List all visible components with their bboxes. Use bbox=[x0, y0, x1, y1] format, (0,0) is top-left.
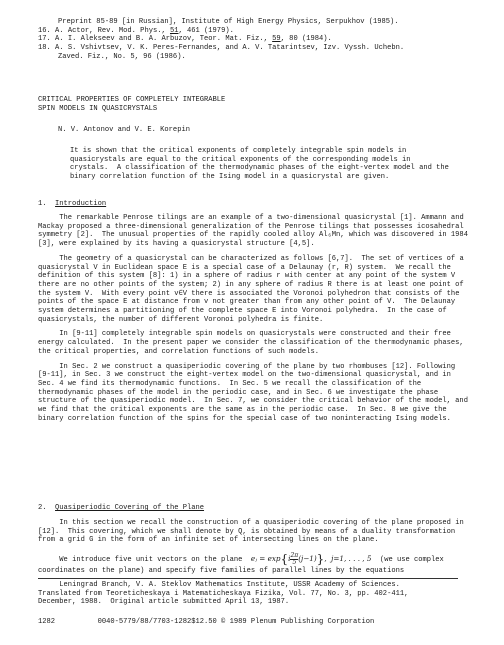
reference-18: 18. A. S. Vshivtsev, V. K. Peres-Fernandes, and A. V. Tatarintsev, Izv. Vyssh. Uchebn. bbox=[38, 44, 405, 53]
section-1-heading: 1. Introduction bbox=[38, 200, 107, 208]
footnote: Leningrad Branch, V. A. Steklov Mathematics Institute, USSR Academy of Sciences. Translated from Teoreticheskaya i Matematicheskaya Fizika, Vol. 77, No. 3, pp. 402-411, December, 1988. Original article submitted April 13, 1987. bbox=[38, 578, 458, 607]
reference-list bbox=[38, 18, 468, 62]
section-2-heading: 2. Quasiperiodic Covering of the Plane bbox=[38, 504, 205, 512]
paragraph: In [9-11] completely integrable spin models on quasicrystals were constructed and their free energy calculated. In the present paper we consider the classification of the thermodynamic phases, the critical properties, and correlation functions of such models. bbox=[38, 330, 468, 356]
reference-continuation: Preprint 85-89 [in Russian], Institute of High Energy Physics, Serpukhov (1985). bbox=[58, 18, 399, 26]
paragraph: In Sec. 2 we construct a quasiperiodic covering of the plane by two rhombuses [12]. Following [9-11], in Sec. 3 we construct the eight-vertex model on the two-dimensional quasicrystal, and in Sec. 4 we find its thermodynamic functions. In Sec. 5 we recall the classification of the thermodynamic phases of the model in the periodic case, and in Sec. 6 we investigate the phase structure of the quasiperiodic model. In Sec. 7, we consider the critical behavior of the model, and we find that the critical exponents are the same as in the periodic case. In Sec. 8 we give the binary correlation function of the spins for the special case of two noninteracting Ising models. bbox=[38, 362, 473, 423]
section-1-body bbox=[38, 214, 473, 423]
article-abstract: It is shown that the critical exponents of completely integrable spin models in quasicrystals are equal to the critical exponents of the corresponding models in crystals. A classification of the thermodynamic phases of the eight-vertex model and the binary correlation function of the Ising model in a quasicrystal are given. bbox=[70, 147, 454, 182]
page-footer bbox=[38, 618, 468, 627]
unit-vector-equation: eⱼ = exp{i $\frac{2\pi}{5}$ (j−1)}, j=1, . . . , 5 bbox=[250, 551, 372, 567]
paragraph: The geometry of a quasicrystal can be characterized as follows [6,7]. The set of vertices of a quasicrystal V in Euclidean space E is a special case of a Delaunay (r, R) system. We recall the definition of this system [8]: 1) in a sphere of radius r with center at any point of the system V there are no other points of the system; 2) in any sphere of radius R there is at least one point of the system V. With every point v∈V there is associated the Voronoi polyhedron that consists of the points of the space E at distance from v not greater than from any other point of V. The Delaunay system determines a partitioning of the complete space E into Voronoi polyhedra. In the case of quasicrystals, the number of different Voronoi polyhedra is finite. bbox=[38, 254, 468, 324]
copyright-code: 0040-5779/88/7703-1282$12.50 © 1989 Plenum Publishing Corporation bbox=[97, 618, 375, 626]
paragraph: coordinates on the plane) and specify five families of parallel lines by the equations bbox=[38, 567, 405, 576]
page-number: 1282 bbox=[38, 618, 56, 626]
section-2-body bbox=[38, 519, 468, 576]
reference-17: 17. A. I. Alekseev and B. A. Arbuzov, Teor. Mat. Fiz., 59, 80 (1984). bbox=[38, 35, 332, 44]
reference-16: 16. A. Actor, Rev. Mod. Phys., 51, 461 (1979). bbox=[38, 26, 234, 35]
article-authors: N. V. Antonov and V. E. Korepin bbox=[58, 126, 190, 134]
reference-18-continuation: Zaved. Fiz., No. 5, 96 (1986). bbox=[58, 52, 186, 61]
paragraph-with-equation: We introduce five unit vectors on the plane eⱼ = exp{i $\frac{2\pi}{5}$ (j−1)}, j=1, . . . , 5 (we use complex bbox=[38, 551, 444, 567]
paragraph: The remarkable Penrose tilings are an example of a two-dimensional quasicrystal [1]. Ammann and Mackay proposed a three-dimensional generalization of the Penrose tilings that possesses icosahedral symmetry [2]. The unusual properties of the rapidly cooled alloy Al₆Mn, which was discovered in 1984 [3], were explained by its having a quasicrystal structure [4,5]. bbox=[38, 214, 473, 249]
paragraph: In this section we recall the construction of a quasiperiodic covering of the plane proposed in [12]. This covering, which we shall denote by Q, is obtained by means of a duality transformation from a grid G in the form of an infinite set of intersecting lines on the plane. bbox=[38, 519, 468, 545]
article-title: CRITICAL PROPERTIES OF COMPLETELY INTEGRABLE SPIN MODELS IN QUASICRYSTALS bbox=[38, 96, 226, 113]
